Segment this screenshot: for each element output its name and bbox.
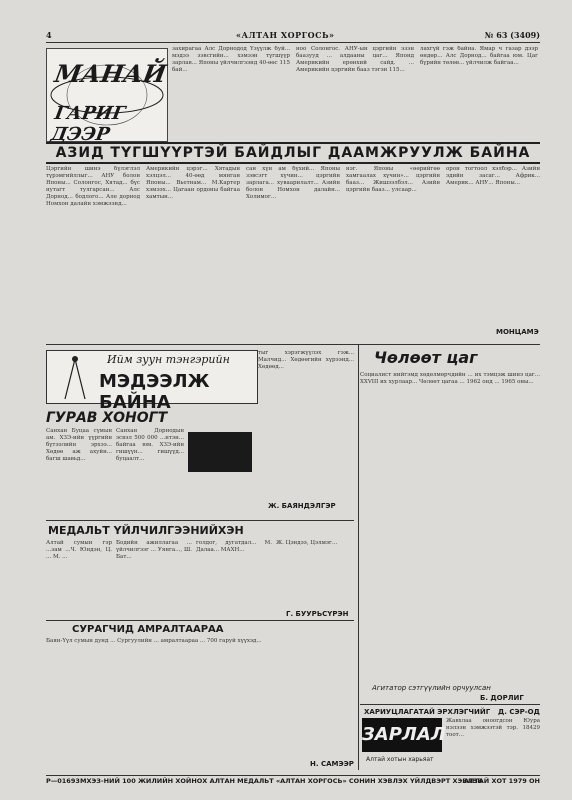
medal-column-4: Ж. Цэндээ, Цэлмэг... <box>276 540 338 546</box>
masthead-line-1: МАНАЙ <box>52 59 169 88</box>
divider <box>46 520 354 521</box>
byline-dorlig: Б. ДОРЛИГ <box>480 694 524 702</box>
body-column-1: Цэргийн шинэ бүлэглэл түрэмгийллыг... АНУ болон Японы... Солонгос, Хятад... бүс нутагт тулгарсан... Алс Дорнод... бодлого... Але дорнод Номхон далайн хэмжээнд... <box>46 166 140 207</box>
section-title-gurav: ГУРАВ ХОНОГТ <box>46 410 168 426</box>
top-column-2: ноо Солонгос. АНУ-ын цэргийн эзэн баазууд ... алдааны цаг... Японд Америкийн ерөнхий сайд. ... Америкийн цэргийн бааз тэгэн 115... <box>296 46 414 73</box>
section-title-khariu: ХАРИУЦЛАГАТАЙ ЭРХЛЭГЧИЙГ <box>364 708 491 716</box>
medal-column-2: Бодийн ажиллагаа ... үйлчилгээг ... Уянга..., Ш. Бат... <box>116 540 192 560</box>
byline-ser-od: Д. СЭР-ОД <box>498 708 540 716</box>
footer-code: Р—01693 <box>46 777 80 785</box>
photo <box>188 432 252 472</box>
chuluut-source: Агитатор сэтгүүлийн орчуулсан <box>372 684 491 692</box>
divider <box>360 704 540 705</box>
body-column-5: орон тогтоол хэлбэр... Азийн эдийн засаг... Африк... Америк... АНУ... Японы... <box>446 166 540 186</box>
body-column-4: нэг. Японы «өөрийгөө хамгаалах хүчин»... цэргийн бааз... Жишээлбэл... Азийн цэргийн бааз... улсаар... <box>346 166 440 193</box>
zarlal-banner: ЗАРЛАЛ <box>362 718 442 752</box>
gurav-column-2: Санхан Дорнодын эсвэл 500 000 ...нтэн... байгаа юм. ХЗЭ-ийн гишүүн... гишүүд... буцаалт... <box>116 428 184 462</box>
issue-number: № 63 (3409) <box>484 30 540 40</box>
divider <box>46 344 540 345</box>
masthead-line-2: ГАРИГ ДЭЭР <box>49 103 127 145</box>
medal-column-1: Алтай сумын гэр ...зам ...Ч. Юндэн, Ц. ... М. ... <box>46 540 112 560</box>
zarlal-text: Жавхлаа оноогдсон Юура нэлээн хэмжээтэй тэр. 18429 тоот... <box>446 718 540 738</box>
divider <box>46 620 354 621</box>
gurav-column-1: Санхан Буцаа сүмын ам. ХЗЭ-ийн үүргийн бүтээлийн эрхээ... Хөдөө аж ахуйн... багш шавьд... <box>46 428 112 462</box>
newspaper-title: «АЛТАН ХОРГОСЬ» <box>236 30 335 40</box>
footer-location: АЛТАЙ ХОТ 1979 ОН <box>463 777 540 785</box>
page-footer <box>46 775 540 786</box>
body-column-3: сан хүн ам бүхий... Японы зэвсэгт хүчин... цэргийн зарлага... хуваарилалт... Азийн болон Номхон далайн... Холимог... <box>246 166 340 200</box>
section-title-suragch: СУРАГЧИД АМРАЛТААРАА <box>72 624 224 635</box>
section-masthead-medeelj <box>46 350 258 413</box>
section-title-chuluut: Чөлөөт цаг <box>374 348 478 367</box>
page-header <box>46 30 540 43</box>
section-masthead-manai-garig <box>46 48 169 145</box>
byline-sameer: Н. САМЭЭР <box>310 760 354 768</box>
vertical-divider <box>358 344 359 770</box>
body-column-2: Америкийн цэрэг... Хятадын хэлцэл... 40-өөд мянган Японы... Вьетнам... М.Картер хэмээх... Цагаан ордоны байгаа хамтын... <box>146 166 240 200</box>
top-column-1: захирагаа Алс Дорнодод Үзүүлж буй... мэдээ зэвсгийн... хэмээн түгшүүр зарлав... Японы үйлчилгээнд 40-өөс 115 бай... <box>172 46 290 73</box>
chuluut-text: Социалист нийгэмд хөдөлмөрчдийн ... их тэмцэж шинэ цаг... ХХVIII их хурлаар... Чөлөөт цагаа ... 1962 онд ... 1965 оны... <box>360 372 540 385</box>
medal-column-3: голдог, дугатдал... М. Далаа... МАХН... <box>196 540 272 553</box>
top-column-3: лахгүй гэж байна. Ямар ч газар дээр өндөр... Алс Дорнод... байгаа юм. Цаг бүрийн төлөв... үйлчилж байгаа... <box>420 46 538 66</box>
gurav-column-3: тыг хэрэгжүүлэх гэж... Малчид... Хөдөөгийн хүрээнд... Хөдөөд... <box>258 350 354 370</box>
byline-bayandelger: Ж. БАЯНДЭЛГЭР <box>268 502 336 510</box>
masthead2-line-1: Ийм зуун тэнгэрийн <box>107 353 230 366</box>
footer-printer: МХЭЗ-НИЙ 100 ЖИЛИЙН ХОЙНОХ АЛТАН МЕДАЛЬТ «АЛТАН ХОРГОСЬ» СОНИН ХЭВЛЭХ ҮЙЛДВЭРТ ХЭВЛЭВ <box>80 777 483 785</box>
suragch-text: Баян-Үүл сумын дунд ... Сургуулийн ... амралтаараа ... 700 гаруй хүүхэд... <box>46 638 262 644</box>
zarlal-signature: Алтай хотын харьяат <box>366 756 434 763</box>
byline-buursuren: Г. БУУРЬСҮРЭН <box>286 610 349 618</box>
main-headline: АЗИД ТҮГШҮҮРТЭЙ БАЙДЛЫГ ДААМЖРУУЛЖ БАЙНА <box>46 142 540 164</box>
masthead2-line-2: МЭДЭЭЛЖ БАЙНА <box>99 371 210 413</box>
section-title-medal: МЕДАЛЬТ ҮЙЛЧИЛГЭЭНИЙХЭН <box>48 524 244 537</box>
byline-montsame: МОНЦАМЭ <box>496 328 539 336</box>
page-number: 4 <box>46 30 52 40</box>
